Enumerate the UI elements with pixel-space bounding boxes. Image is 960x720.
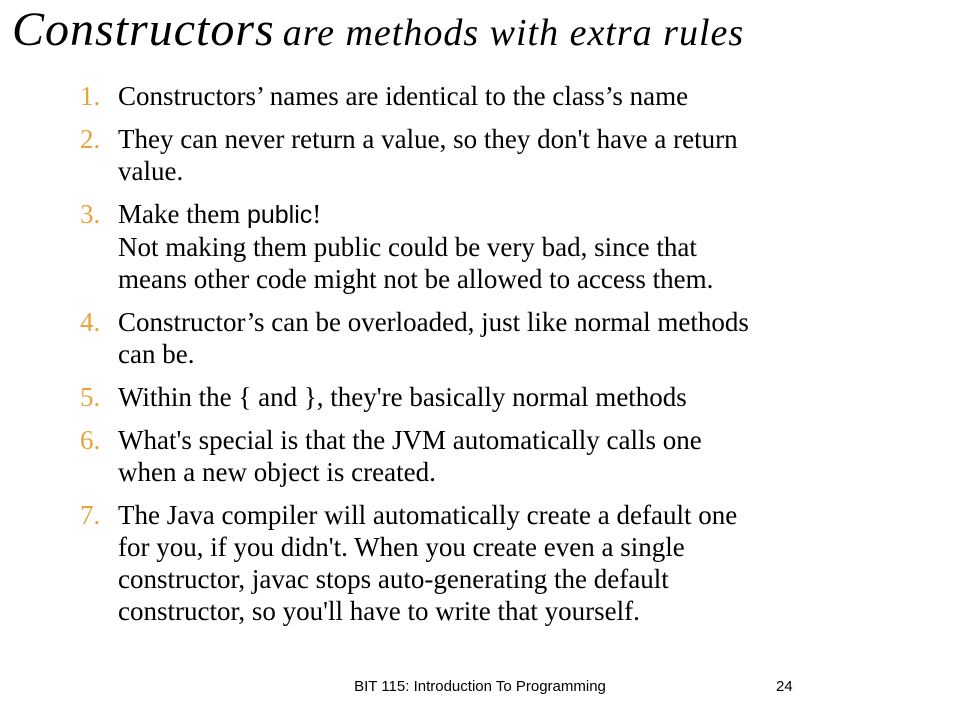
list-item-text: Constructors’ names are identical to the class’s name [118,81,689,111]
list-item-text [118,198,880,231]
list-item-text: when a new object is created. [118,457,436,487]
slide-title [12,4,744,57]
public-keyword: public [246,201,313,229]
list-item-number: 5. [80,382,101,412]
list-item-number: 3. [80,199,101,229]
list-item-text: Not making them public could be very bad, since that [118,232,697,262]
list-item [80,424,880,488]
footer-course-title: BIT 115: Introduction To Programming [354,678,606,695]
list-item-text: Within the { and }, they're basically normal methods [118,382,687,412]
slide-title-rest: are methods with extra rules [282,12,745,54]
list-item [80,80,880,112]
page-number: 24 [776,678,793,695]
list-item-text: means other code might not be allowed to access them. [118,264,714,294]
list-item [80,306,880,370]
list-item [80,123,880,187]
list-item-number: 1. [80,81,101,111]
list-item-text: value. [118,156,184,186]
list-item-text: constructor, javac stops auto-generating the default [118,564,669,594]
list-item-text: can be. [118,339,195,369]
list-item [80,381,880,413]
rules-list [80,80,880,638]
slide-title-main: Constructors [12,3,275,56]
list-item-text: Constructor’s can be overloaded, just like normal methods [118,307,749,337]
list-item-number: 7. [80,500,101,530]
list-item-number: 6. [80,425,101,455]
list-item-text: for you, if you didn't. When you create even a single [118,532,685,562]
list-item [80,198,880,295]
list-item-text: constructor, so you'll have to write that yourself. [118,596,640,626]
list-item-text-suffix: ! [312,199,322,229]
list-item-text: What's special is that the JVM automatically calls one [118,425,702,455]
list-item-text-prefix: Make them [118,199,247,229]
list-item [80,499,880,627]
list-item-number: 2. [80,124,101,154]
list-item-text: The Java compiler will automatically create a default one [118,500,738,530]
list-item-text: They can never return a value, so they don't have a return [118,124,738,154]
list-item-number: 4. [80,307,101,337]
